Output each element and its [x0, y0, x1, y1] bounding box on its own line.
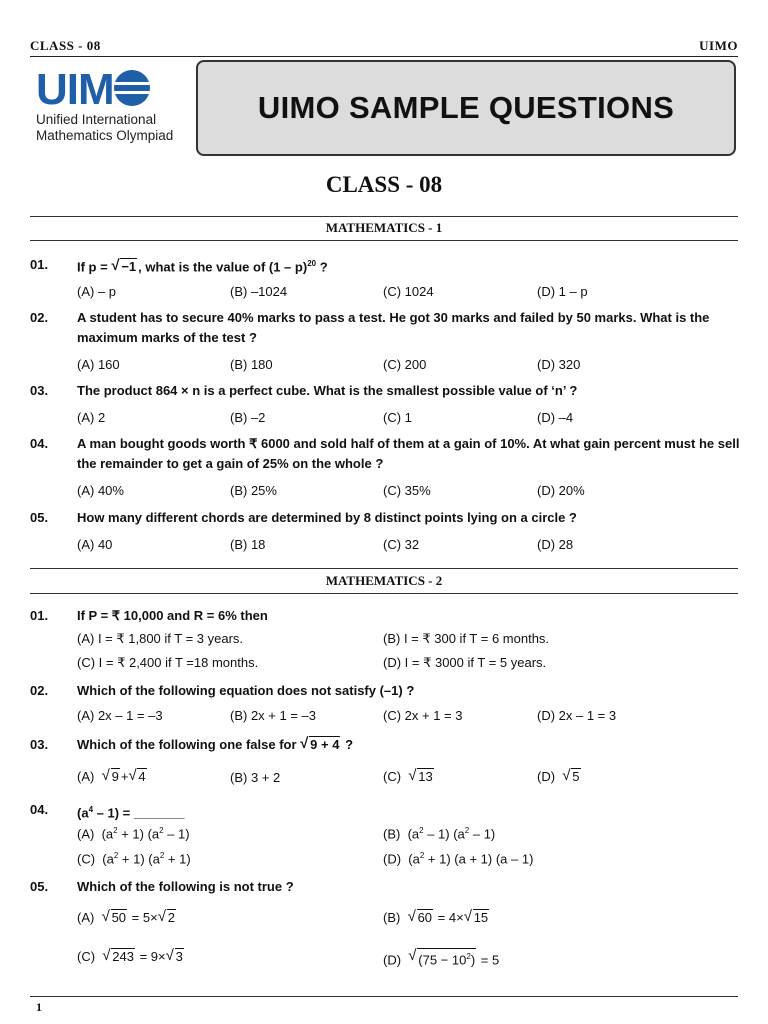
header-brand: UIMO — [699, 38, 738, 53]
section-divider — [30, 593, 738, 594]
option-c: (C) √ 243 = 9×√ 3 — [77, 948, 185, 964]
option-a: (A) I = ₹ 1,800 if T = 3 years. — [77, 631, 244, 646]
option-a: (A) 40 — [77, 537, 113, 552]
section-divider — [30, 216, 738, 217]
question-number: 02. — [30, 683, 49, 698]
page-number: 1 — [36, 1000, 42, 1014]
header-divider — [30, 56, 738, 57]
option-c: (C) 35% — [383, 483, 431, 498]
section-divider — [30, 568, 738, 569]
header-class: CLASS - 08 — [30, 38, 101, 53]
option-d: (D) $(a^2 + 1) (a + 1)$ (a – 1) — [383, 851, 534, 867]
option-d: (D) 320 — [537, 357, 581, 372]
option-a: (A) 2x – 1 = –3 — [77, 708, 163, 723]
option-b: (B) 3 + 2 — [230, 770, 281, 785]
question-text: Which of the following equation does not satisfy (–1) ? — [77, 683, 415, 698]
banner-title: UIMO SAMPLE QUESTIONS — [257, 90, 675, 125]
option-c: (C) 2x + 1 = 3 — [383, 708, 463, 723]
page-title: CLASS - 08 — [325, 172, 443, 197]
option-b: (B) I = ₹ 300 if T = 6 months. — [383, 631, 550, 646]
logo-line-2: Mathematics Olympiad — [36, 128, 174, 143]
question-text: A man bought goods worth ₹ 6000 and sold half of them at a gain of 10%. At what gain percent must he sell the remainder to get a gain of 25% on the whole ? — [77, 436, 740, 471]
option-b: (B) $(a^2 - 1)$ $(a^2 - 1)$ — [383, 826, 496, 842]
option-b: (B) –2 — [230, 410, 266, 425]
option-b: (B) 180 — [230, 357, 273, 372]
question-text: $(a^4 - 1)$ = _______ — [77, 805, 185, 821]
option-d: (D) 2x – 1 = 3 — [537, 708, 617, 723]
logo-line-1: Unified International — [36, 112, 157, 127]
option-b: (B) –1024 — [230, 284, 288, 299]
option-c: (C) $(a^2 + 1) (a^2 + 1)$ — [77, 851, 191, 867]
option-c: (C) 1024 — [383, 284, 434, 299]
option-a: (A) √ 9 +√ 4 — [77, 768, 148, 784]
option-d: (D) 20% — [537, 483, 585, 498]
section-divider — [30, 240, 738, 241]
option-b: (B) 2x + 1 = –3 — [230, 708, 316, 723]
option-b: (B) √ 60 = 4×√ 15 — [383, 909, 490, 925]
question-number: 02. — [30, 310, 49, 325]
question-number: 01. — [30, 608, 49, 623]
option-c: (C) 200 — [383, 357, 427, 372]
option-a: (A) 40% — [77, 483, 124, 498]
question-text: If p = √ −1 , what is the value of (1 – p)$^{20}$ ? — [77, 254, 742, 277]
globe-icon — [114, 70, 150, 106]
logo-letters: UIM — [36, 65, 114, 114]
section-title-math-1: MATHEMATICS - 1 — [325, 220, 443, 235]
question-text: A student has to secure 40% marks to pass a test. He got 30 marks and failed by 50 marks. What is the maximum marks of the test ? — [77, 310, 710, 345]
question-number: 05. — [30, 879, 49, 894]
question-number: 03. — [30, 737, 49, 752]
option-d: (D) 1 – p — [537, 284, 588, 299]
option-b: (B) 25% — [230, 483, 277, 498]
question-number: 03. — [30, 383, 49, 398]
option-a: (A) √ 50 = 5×√ 2 — [77, 909, 177, 925]
section-title-math-2: MATHEMATICS - 2 — [325, 573, 443, 588]
option-c: (C) I = ₹ 2,400 if T =18 months. — [77, 655, 259, 670]
option-a: (A) 2 — [77, 410, 106, 425]
option-b: (B) 18 — [230, 537, 266, 552]
question-text: The product 864 × n is a perfect cube. What is the smallest possible value of ‘n’ ? — [77, 383, 578, 398]
title-banner — [196, 60, 736, 156]
option-d: (D) √ 5 — [537, 768, 582, 784]
option-c: (C) 32 — [383, 537, 420, 552]
question-text: If P = ₹ 10,000 and R = 6% then — [77, 608, 268, 623]
footer-divider — [30, 996, 738, 997]
question-text: How many different chords are determined by 8 distinct points lying on a circle ? — [77, 510, 577, 525]
question-number: 04. — [30, 436, 49, 451]
option-d: (D) –4 — [537, 410, 574, 425]
question-number: 04. — [30, 802, 49, 817]
question-number: 01. — [30, 257, 49, 272]
question-number: 05. — [30, 510, 49, 525]
sqrt-expression: √ −1 — [111, 257, 137, 277]
sqrt-expression: √ 9 + 4 — [300, 735, 340, 755]
question-text: Which of the following is not true ? — [77, 879, 294, 894]
uimo-logo — [36, 65, 191, 158]
option-d: (D) √ $(75 - 10^2) = 5$ — [383, 948, 499, 967]
option-c: (C) 1 — [383, 410, 412, 425]
option-d: (D) 28 — [537, 537, 574, 552]
option-a: (A) $(a^2 + 1)$ $(a^2 - 1)$ — [77, 826, 190, 842]
option-d: (D) I = ₹ 3000 if T = 5 years. — [383, 655, 547, 670]
question-text: Which of the following one false for √ 9 + 4 ? — [77, 735, 742, 755]
option-a: (A) – p — [77, 284, 117, 299]
option-c: (C) √ 13 — [383, 768, 435, 784]
option-a: (A) 160 — [77, 357, 120, 372]
